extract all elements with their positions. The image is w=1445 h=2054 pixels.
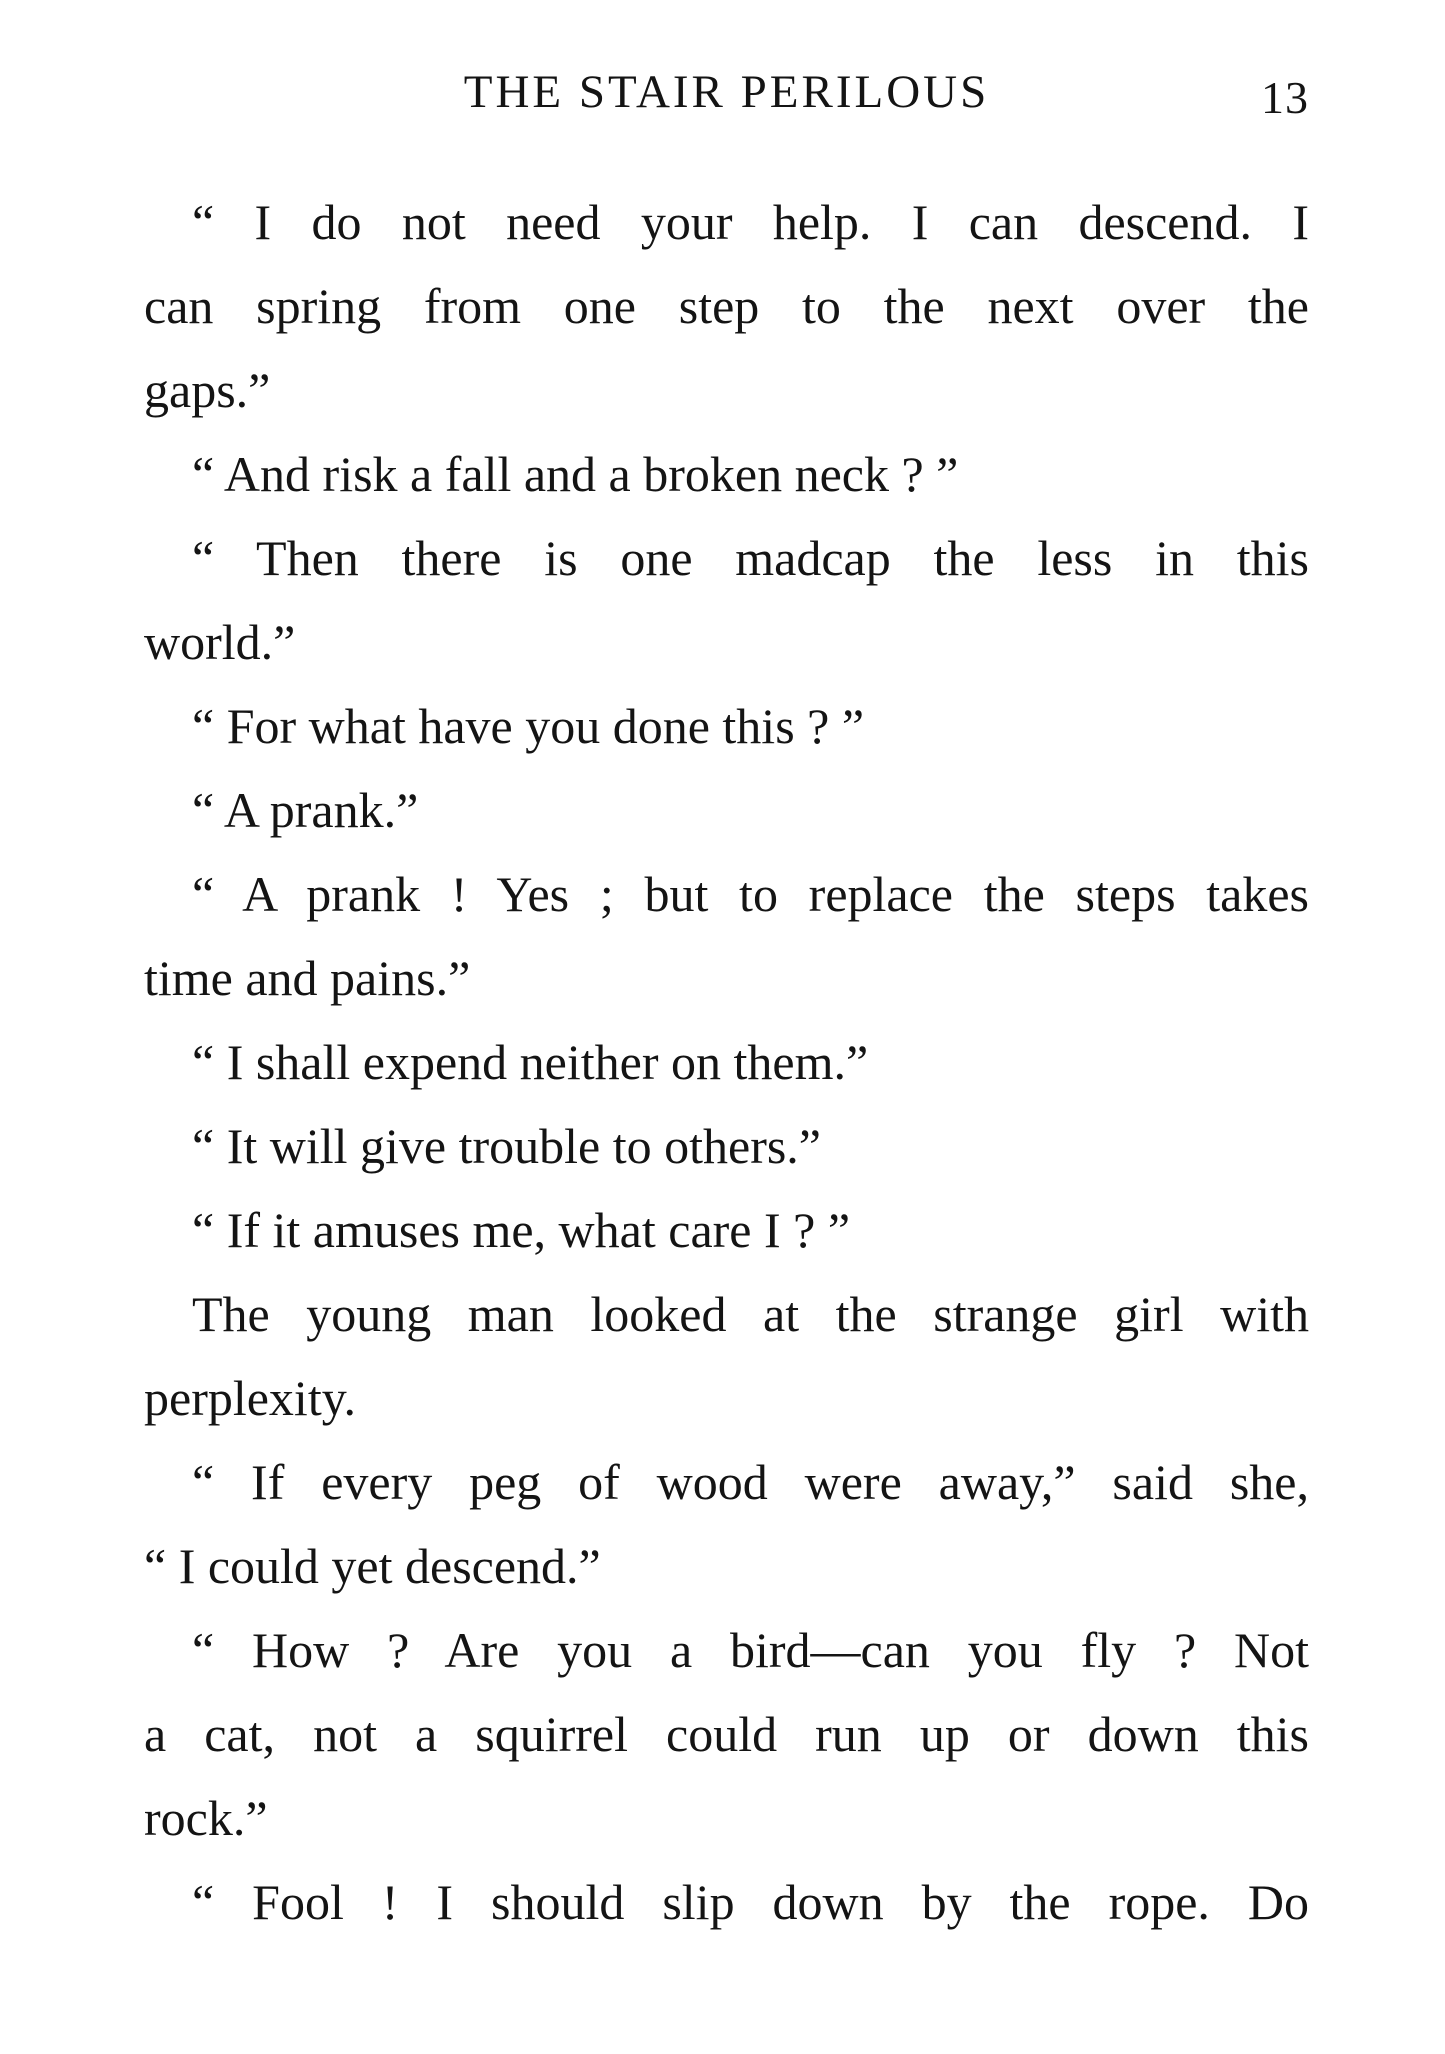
body-text: [144, 180, 1309, 1944]
text-line: “ A prank ! Yes ; but to replace the steps takes: [192, 866, 1309, 922]
text-line: “ I shall expend neither on them.”: [192, 1034, 869, 1090]
text-line: perplexity.: [144, 1370, 356, 1426]
text-line: “ How ? Are you a bird—can you fly ? Not: [192, 1622, 1309, 1678]
text-line: “ Then there is one madcap the less in this: [192, 530, 1309, 586]
text-line: The young man looked at the strange girl with: [192, 1286, 1309, 1342]
text-line: “ It will give trouble to others.”: [192, 1118, 822, 1174]
text-line: a cat, not a squirrel could run up or down this: [144, 1706, 1309, 1762]
text-line: “ A prank.”: [192, 782, 419, 838]
text-line: “ I could yet descend.”: [144, 1538, 601, 1594]
text-line: gaps.”: [144, 362, 271, 418]
text-line: can spring from one step to the next over the: [144, 278, 1309, 334]
running-head: [144, 62, 1309, 122]
text-line: rock.”: [144, 1790, 268, 1846]
text-line: “ And risk a fall and a broken neck ? ”: [192, 446, 959, 502]
running-title: THE STAIR PERILOUS: [463, 66, 990, 118]
text-line: time and pains.”: [144, 950, 471, 1006]
text-line: “ Fool ! I should slip down by the rope. Do: [192, 1874, 1309, 1930]
text-line: world.”: [144, 614, 296, 670]
text-line: “ If every peg of wood were away,” said she,: [192, 1454, 1309, 1510]
text-line: “ If it amuses me, what care I ? ”: [192, 1202, 851, 1258]
text-line: “ For what have you done this ? ”: [192, 698, 865, 754]
page-number: 13: [1261, 72, 1309, 123]
text-line: “ I do not need your help. I can descend. I: [192, 194, 1309, 250]
